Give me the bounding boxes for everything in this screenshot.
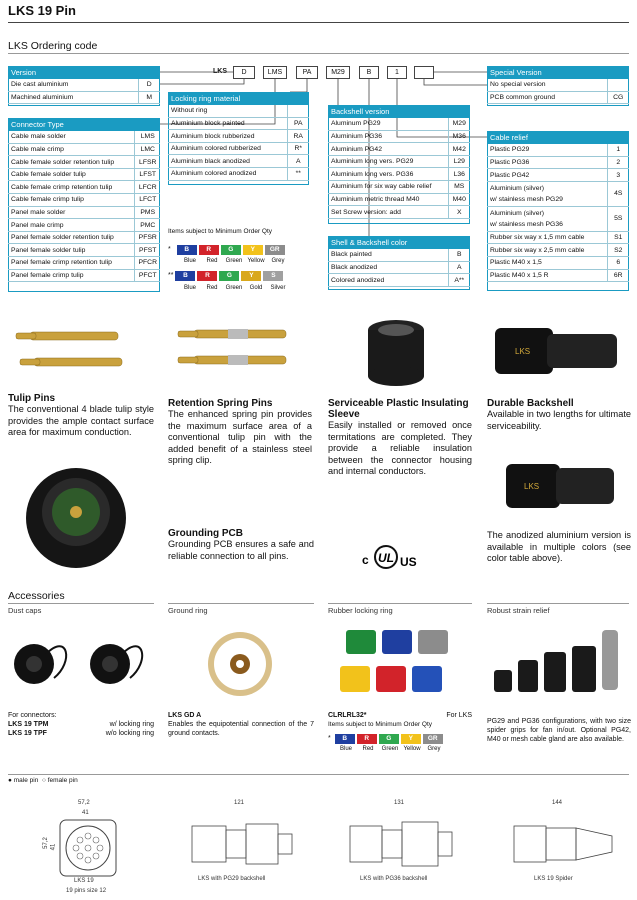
connector-type-header: Connector Type (8, 118, 160, 131)
locking-ring-row (168, 168, 309, 181)
connector-type-row-code: PFCR (135, 257, 160, 270)
locking-ring-row-label: Aluminium block painted (168, 117, 287, 130)
connector-type-row-label: Cable female crimp tulip (8, 194, 135, 207)
backshell-row-code: M29 (448, 118, 470, 131)
connector-type-row-code: LFCR (135, 181, 160, 194)
backshell-row (328, 155, 470, 168)
min-qty-note: Items subject to Minimum Order Qty (168, 228, 273, 235)
gda-desc: Enables the equipotential connection of the 7 ground contacts. (168, 721, 314, 737)
backshell-row-code: M36 (448, 130, 470, 143)
connector-type-row-label: Panel female crimp retention tulip (8, 257, 135, 270)
d2-caption: LKS with PG29 backshell (198, 876, 266, 882)
color-swatch: GR (423, 734, 443, 744)
cable-relief-row-label: Aluminium (silver) w/ stainless mesh PG29 (487, 181, 607, 206)
color-swatch: Y (241, 271, 261, 281)
cable-relief-row (487, 144, 629, 157)
shell-color-row (328, 261, 470, 274)
color-swatch: Y (243, 245, 263, 255)
svg-text:UL: UL (378, 551, 394, 565)
color-swatch: G (221, 245, 241, 255)
ordering-title: LKS Ordering code (8, 40, 98, 52)
svg-text:US: US (400, 555, 417, 569)
tulip-pins-image (8, 316, 152, 384)
backshell-row-label: Aluminium long vers. PG29 (328, 155, 448, 168)
special-row (487, 91, 629, 104)
connector-type-row (8, 244, 160, 257)
strain-relief-head: Robust strain relief (487, 603, 629, 615)
pcb-image (20, 460, 132, 572)
connector-type-row (8, 219, 160, 232)
d4-caption: LKS 19 Spider (534, 876, 573, 882)
drawing-lks19 (40, 800, 140, 900)
gda-code: LKS GD A (168, 712, 202, 719)
locking-ring-row-label: Aluminium block rubberized (168, 130, 287, 143)
color-swatches-2: ** B R G Y S (168, 270, 285, 281)
shell-color-row-label: Colored anodized (328, 274, 448, 287)
rubber-rings-image (336, 622, 466, 702)
locking-ring-row (168, 155, 309, 168)
connector-type-row-code: PFCT (135, 269, 160, 282)
connector-type-row-code: LMS (135, 131, 160, 144)
spring-pins-title: Retention Spring Pins (168, 398, 273, 409)
color-swatch-label: Gold (249, 285, 263, 291)
locking-ring-row-label: Aluminium colored anodized (168, 168, 287, 181)
color-swatch: Y (401, 734, 421, 744)
color-swatch: G (219, 271, 239, 281)
drawing-pg36 (346, 800, 456, 890)
pcb-feature (168, 528, 314, 562)
connector-type-row-code: LMC (135, 143, 160, 156)
cable-relief-row-label: Plastic PG36 (487, 156, 607, 169)
d1-inner-height: 41 (50, 843, 57, 851)
ground-ring-info (168, 711, 314, 738)
connector-type-row-code: PMC (135, 219, 160, 232)
cable-relief-row (487, 156, 629, 169)
cable-relief-row-label: Rubber six way x 2,5 mm cable (487, 244, 607, 257)
locking-ring-row (168, 117, 309, 130)
cable-relief-row-label: Plastic PG29 (487, 144, 607, 157)
connector-type-row-code: PMS (135, 206, 160, 219)
backshell-row-code: L36 (448, 168, 470, 181)
shell-color-row-label: Black painted (328, 249, 448, 262)
color-swatch-label: Red (206, 258, 218, 264)
clr-for: For LKS (446, 712, 472, 719)
color-swatch-label: Blue (339, 746, 352, 752)
cable-relief-row-label: Plastic M40 x 1,5 R (487, 269, 607, 282)
version-header: Version (8, 66, 160, 79)
female-pin-label: female pin (47, 777, 78, 784)
female-pin-icon: ○ (41, 777, 46, 784)
drawing-pg29 (186, 800, 296, 890)
connector-type-row-label: Cable female solder retention tulip (8, 156, 135, 169)
cable-relief-row-code: 1 (607, 144, 629, 157)
d1-caption1: LKS 19 (74, 878, 94, 884)
connector-type-row-label: Panel male crimp (8, 219, 135, 232)
backshell-feature (487, 398, 631, 432)
shell-color-row-code: A (448, 261, 470, 274)
d4-width: 144 (552, 800, 563, 806)
backshell-row-label: Aluminum PG29 (328, 118, 448, 131)
cable-relief-row-code: 6R (607, 269, 629, 282)
shell-color-row-code: A** (448, 274, 470, 287)
shell-color-row (328, 249, 470, 262)
male-pin-label: male pin (13, 777, 39, 784)
color-swatch-label: Silver (270, 285, 286, 291)
shell-color-row-label: Black anodized (328, 261, 448, 274)
backshell-row (328, 168, 470, 181)
anodized-text: The anodized aluminium version is available in multiple colors (see color table above). (487, 530, 631, 563)
color-swatch-label: Green (225, 285, 243, 291)
d1-height: 57,2 (42, 837, 49, 849)
backshell-row-code: M42 (448, 143, 470, 156)
cable-relief-row-code: 4S (607, 181, 629, 206)
cable-relief-row (487, 257, 629, 270)
color-swatch: B (175, 271, 195, 281)
cable-relief-row (487, 244, 629, 257)
svg-text:LKS: LKS (524, 482, 540, 491)
backshell-title: Durable Backshell (487, 398, 574, 409)
cable-relief-row (487, 269, 629, 282)
locking-ring-row (168, 142, 309, 155)
version-row-code: D (138, 79, 160, 92)
connector-type-row (8, 131, 160, 144)
drawing-spider (512, 800, 622, 890)
connector-type-row-label: Panel female solder retention tulip (8, 231, 135, 244)
cable-relief-row-code: 3 (607, 169, 629, 182)
color-swatch-label: Yellow (403, 746, 421, 752)
color-swatch-label: Blue (183, 285, 196, 291)
dust-caps-image (8, 632, 154, 690)
backshell-row (328, 181, 470, 194)
backshell-row (328, 130, 470, 143)
backshell-row (328, 193, 470, 206)
backshell-row (328, 143, 470, 156)
cable-relief-row (487, 181, 629, 206)
backshell-row-label: Aluminium for six way cable relief (328, 181, 448, 194)
color-swatch: B (335, 734, 355, 744)
shell-color-row (328, 274, 470, 287)
dust-caps-head: Dust caps (8, 603, 154, 615)
d1-caption2: 19 pins size 12 (66, 888, 107, 894)
ground-ring-image (200, 628, 280, 700)
svg-text:c: c (362, 553, 369, 567)
connector-type-row-label: Cable male crimp (8, 143, 135, 156)
color-swatch-labels-2 (180, 282, 290, 291)
color-swatch: B (177, 245, 197, 255)
d1-width: 57,2 (78, 800, 90, 806)
special-row-code: CG (607, 91, 629, 104)
d3-width: 131 (394, 800, 405, 806)
shell-color-header: Shell & Backshell color (328, 236, 470, 249)
locking-ring-row-code (287, 105, 309, 118)
ground-ring-head: Ground ring (168, 603, 314, 615)
cable-relief-row (487, 169, 629, 182)
d1-inner-width: 41 (82, 810, 89, 816)
connector-type-row-label: Cable male solder (8, 131, 135, 144)
anodized-backshell-image (500, 454, 618, 522)
color-swatch-labels-1 (180, 255, 290, 264)
dust-caps-info (8, 711, 154, 738)
spring-pins-image (168, 316, 312, 384)
sleeve-text: Easily installed or removed once termitations are completed. They provide a reliable insulation between the connector housing and internal conductors. (328, 420, 472, 476)
rubber-ring-info: CLRLRL32* For LKS Items subject to Minimum Order Qty * B R G Y GR Blue Red Green Yellow Grey (328, 712, 472, 752)
locking-ring-row-label: Aluminium colored rubberized (168, 142, 287, 155)
male-pin-icon: ● (8, 777, 12, 784)
connector-type-row (8, 181, 160, 194)
special-header: Special Version (487, 66, 629, 79)
cable-relief-row-label: Plastic PG42 (487, 169, 607, 182)
code-relief: 1 (387, 66, 407, 79)
connector-type-row (8, 194, 160, 207)
backshell-row-code: MS (448, 181, 470, 194)
strain-relief-image (490, 622, 630, 702)
connector-type-row-label: Panel female crimp tulip (8, 269, 135, 282)
clr-code: CLRLRL32* (328, 712, 367, 719)
color-swatch: R (199, 245, 219, 255)
locking-ring-row-label: Aluminium black anodized (168, 155, 287, 168)
special-row-label: PCB common ground (487, 91, 607, 104)
special-row-label: No special version (487, 79, 607, 92)
backshell-row-label: Aluminium PG42 (328, 143, 448, 156)
backshell-row-label: Aluminium PG36 (328, 130, 448, 143)
code-version: D (233, 66, 255, 79)
backshell-row-label: Aluminium long vers. PG36 (328, 168, 448, 181)
pcb-title: Grounding PCB (168, 528, 243, 539)
color-swatch-label: Grey (271, 258, 285, 264)
color-swatch-label: Grey (427, 746, 441, 752)
connector-type-row-label: Panel male solder (8, 206, 135, 219)
code-ring: PA (296, 66, 318, 79)
cable-relief-row-code: S2 (607, 244, 629, 257)
insulating-sleeve-image (360, 316, 432, 386)
cable-relief-row-code: 2 (607, 156, 629, 169)
version-row-code: M (138, 91, 160, 104)
tpm-desc: w/ locking ring (109, 721, 154, 728)
cable-relief-row (487, 231, 629, 244)
locking-ring-header: Locking ring material (168, 92, 309, 105)
color-swatch: GR (265, 245, 285, 255)
color-swatch-label: Green (225, 258, 243, 264)
code-prefix: LKS (213, 68, 227, 75)
spring-pins-feature (168, 398, 312, 467)
backshell-row-code: M40 (448, 193, 470, 206)
sleeve-feature (328, 398, 472, 478)
connector-type-row (8, 257, 160, 270)
backshell-image (487, 316, 629, 388)
connector-type-row (8, 143, 160, 156)
backshell-row-code: L29 (448, 155, 470, 168)
tulip-pins-title: Tulip Pins (8, 393, 56, 404)
locking-ring-row-label: Without ring (168, 105, 287, 118)
code-backshell: M29 (326, 66, 350, 79)
connector-type-row (8, 206, 160, 219)
backshell-row (328, 206, 470, 219)
color-swatch-label: Yellow (247, 258, 265, 264)
connector-type-row-label: Cable female solder tulip (8, 168, 135, 181)
spring-pins-text: The enhanced spring pin provides the maximum surface area of a conventional tulip pin with the added benefit of a stainless steel spring clip. (168, 409, 312, 465)
backshell-row (328, 118, 470, 131)
cable-relief-header: Cable relief (487, 131, 629, 144)
backshell-row-code: X (448, 206, 470, 219)
tpf-code: LKS 19 TPF (8, 730, 47, 737)
svg-text:LKS: LKS (515, 347, 531, 356)
rubber-ring-head: Rubber locking ring (328, 603, 472, 615)
color-swatches-1: * B R G Y GR (168, 244, 287, 255)
accessories-title: Accessories (8, 590, 65, 602)
connector-type-row-label: Panel female solder tulip (8, 244, 135, 257)
cable-relief-row-label: Rubber six way x 1,5 mm cable (487, 231, 607, 244)
backshell-row-label: Set Screw version: add (328, 206, 448, 219)
color-swatch-label: Red (362, 746, 374, 752)
version-row-label: Die cast aluminium (8, 79, 138, 92)
for-connectors-label: For connectors: (8, 712, 57, 719)
sleeve-title: Serviceable Plastic Insulating Sleeve (328, 398, 469, 420)
locking-ring-row-code: RA (287, 130, 309, 143)
connector-type-row (8, 269, 160, 282)
color-swatch: R (197, 271, 217, 281)
color-swatch: S (263, 271, 283, 281)
backshell-text: Available in two lengths for ultimate serviceability. (487, 409, 631, 431)
backshell-row-label: Aluminium metric thread M40 (328, 193, 448, 206)
connector-type-row (8, 168, 160, 181)
version-row-label: Machined aluminium (8, 91, 138, 104)
connector-type-row (8, 231, 160, 244)
connector-type-row-code: LFSR (135, 156, 160, 169)
cable-relief-row-label: Aluminium (silver) w/ stainless mesh PG36 (487, 206, 607, 231)
special-row-code (607, 79, 629, 92)
color-swatch-label: Green (381, 746, 399, 752)
tulip-pins-text: The conventional 4 blade tulip style provides the ample contact surface area for maximum conduction. (8, 404, 154, 437)
connector-type-row-code: PFST (135, 244, 160, 257)
ul-logo (360, 542, 432, 572)
pin-legend (8, 777, 78, 784)
tpf-desc: w/o locking ring (105, 730, 154, 737)
backshell-header: Backshell version (328, 105, 470, 118)
connector-type-row-code: LFCT (135, 194, 160, 207)
locking-ring-row (168, 130, 309, 143)
locking-ring-row-code: PA (287, 117, 309, 130)
cable-relief-row-code: S1 (607, 231, 629, 244)
locking-ring-row-code: A (287, 155, 309, 168)
pcb-text: Grounding PCB ensures a safe and reliable connection to all pins. (168, 539, 314, 561)
locking-ring-row-code: ** (287, 168, 309, 181)
tulip-pins-feature (8, 393, 154, 439)
anodized-feature (487, 530, 631, 565)
connector-type-row-label: Cable female crimp retention tulip (8, 181, 135, 194)
connector-type-row-code: LFST (135, 168, 160, 181)
code-color: B (359, 66, 379, 79)
cable-relief-row (487, 206, 629, 231)
cable-relief-row-code: 5S (607, 206, 629, 231)
color-swatch-label: Blue (183, 258, 196, 264)
d3-caption: LKS with PG36 backshell (360, 876, 428, 882)
connector-type-row-code: PFSR (135, 231, 160, 244)
special-row (487, 79, 629, 92)
color-swatch: R (357, 734, 377, 744)
code-connector: LMS (263, 66, 287, 79)
cable-relief-row-label: Plastic M40 x 1,5 (487, 257, 607, 270)
connector-type-row (8, 156, 160, 169)
d2-width: 121 (234, 800, 245, 806)
tpm-code: LKS 19 TPM (8, 721, 49, 728)
strain-relief-desc: PG29 and PG36 configurations, with two size spider grips for fan in/out. Optional PG42, M40 or mesh cable gland are also available. (487, 718, 631, 743)
shell-color-row-code: B (448, 249, 470, 262)
clr-note: Items subject to Minimum Order Qty (328, 721, 433, 728)
locking-ring-row-code: R* (287, 142, 309, 155)
legend-divider (8, 774, 629, 775)
color-swatch-label: Red (206, 285, 218, 291)
color-swatch: G (379, 734, 399, 744)
page-title: LKS 19 Pin (8, 3, 76, 18)
locking-ring-row (168, 105, 309, 118)
cable-relief-row-code: 6 (607, 257, 629, 270)
